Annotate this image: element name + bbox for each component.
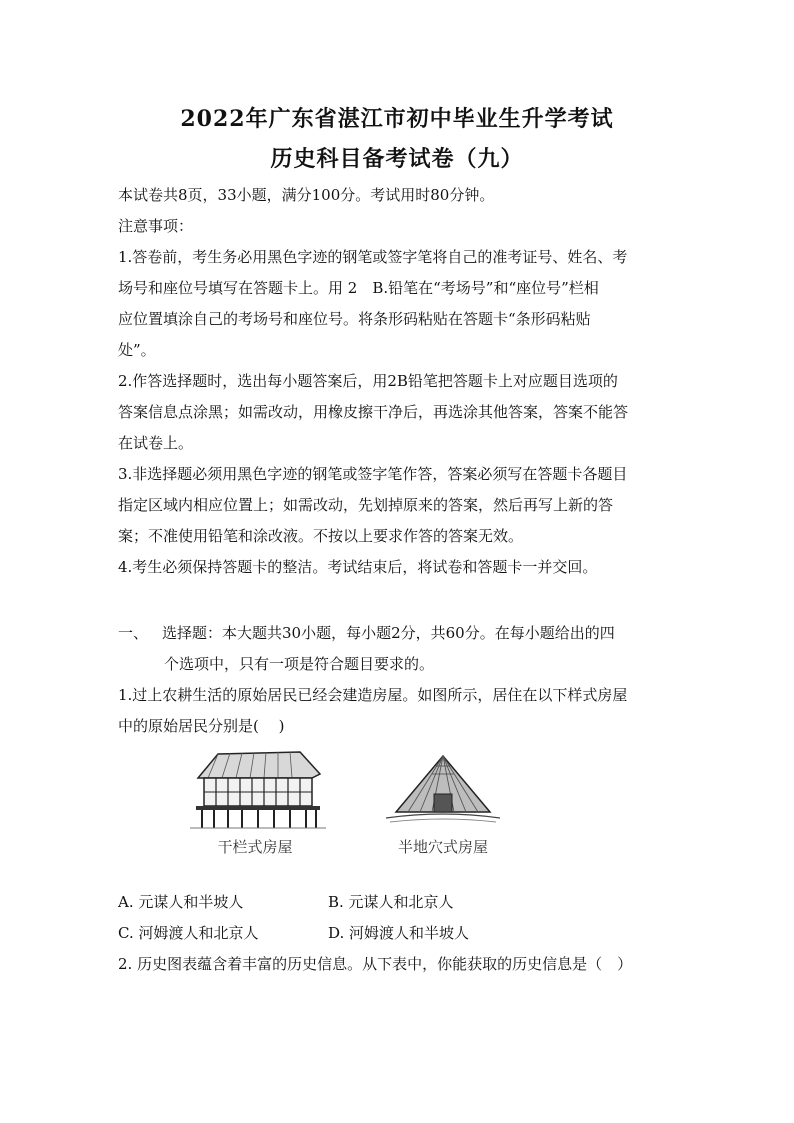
question-1-line1: 1.过上农耕生活的原始居民已经会建造房屋。如图所示，居住在以下样式房屋	[118, 686, 628, 704]
exam-summary: 本试卷共8页，33小题，满分100分。考试用时80分钟。	[118, 186, 495, 204]
notice-1-line4: 处”。	[118, 341, 156, 359]
pit-house-illustration	[368, 748, 518, 830]
notice-3-line1: 3.非选择题必须用黑色字迹的钢笔或签字笔作答，答案必须写在答题卡各题目	[118, 465, 628, 483]
option-d: D. 河姆渡人和半坡人	[328, 924, 470, 942]
notice-1-line3: 应位置填涂自己的考场号和座位号。将条形码粘贴在答题卡“条形码粘贴	[118, 310, 591, 328]
pit-house-caption: 半地穴式房屋	[397, 838, 488, 856]
stilt-house-illustration	[180, 748, 330, 830]
question-2-stem: 2. 历史图表蕴含着丰富的历史信息。从下表中，你能获取的历史信息是（ ）	[118, 955, 633, 973]
exam-title: 2022年广东省湛江市初中毕业生升学考试	[180, 106, 614, 132]
option-a: A. 元谋人和半坡人	[118, 893, 244, 911]
notice-3-line2: 指定区域内相应位置上；如需改动，先划掉原来的答案，然后再写上新的答	[118, 496, 614, 514]
notice-heading: 注意事项：	[118, 217, 194, 235]
notice-2-line3: 在试卷上。	[118, 434, 194, 452]
exam-subtitle: 历史科目备考试卷（九）	[270, 146, 524, 172]
notice-2-line1: 2.作答选择题时，选出每小题答案后，用2B铅笔把答题卡上对应题目选项的	[118, 372, 618, 390]
stilt-house-caption: 干栏式房屋	[217, 838, 293, 856]
section-line2: 个选项中，只有一项是符合题目要求的。	[164, 655, 435, 673]
stilt-house-figure	[180, 748, 330, 857]
notice-2-line2: 答案信息点涂黑；如需改动，用橡皮擦干净后，再选涂其他答案，答案不能答	[118, 403, 629, 421]
notice-1-line1: 1.答卷前，考生务必用黑色字迹的钢笔或签字笔将自己的准考证号、姓名、考	[118, 248, 628, 266]
question-1-stem	[118, 680, 678, 742]
notice-3-line3: 案；不准使用铅笔和涂改液。不按以上要求作答的答案无效。	[118, 527, 524, 545]
instructions-block	[118, 180, 678, 583]
section-number: 一、	[118, 624, 149, 642]
notice-1-line2: 场号和座位号填写在答题卡上。用 2 B.铅笔在“考场号”和“座位号”栏相	[118, 279, 599, 297]
question-1-line2: 中的原始居民分别是( )	[118, 717, 285, 735]
question-1-figures	[180, 748, 540, 878]
option-b: B. 元谋人和北京人	[328, 893, 454, 911]
notice-4: 4.考生必须保持答题卡的整洁。考试结束后，将试卷和答题卡一并交回。	[118, 558, 598, 576]
pit-house-figure	[368, 748, 518, 857]
section-line1: 选择题：本大题共30小题，每小题2分，共60分。在每小题给出的四	[162, 624, 615, 642]
option-c: C. 河姆渡人和北京人	[118, 924, 259, 942]
section-heading	[118, 618, 678, 680]
question-1-options	[118, 887, 678, 949]
